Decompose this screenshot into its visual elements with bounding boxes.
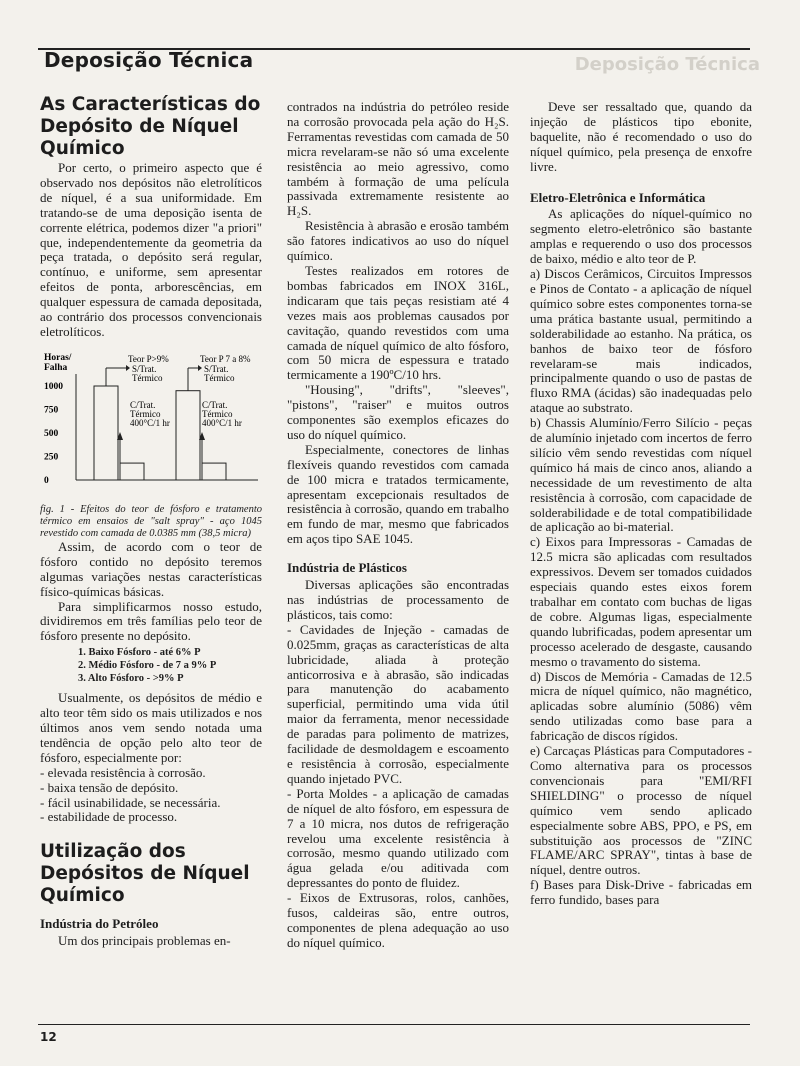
series-label: Teor P 7 a 8% <box>200 353 251 364</box>
bar <box>120 463 144 480</box>
subheading: Indústria de Plásticos <box>287 560 407 576</box>
paragraph: contrados na indústria do petróleo reside na corrosão provocada pela ação do H₂S. Ferramentas revestidas com camada de 50 micra revelaram-se não só uma excelente resistência ao meio agressivo, como também à formação de uma película passivada extremamente resistente ao H₂S. <box>287 99 509 219</box>
annotation: 400°C/1 hr <box>202 417 242 428</box>
bar <box>176 391 200 480</box>
paragraph: Deve ser ressaltado que, quando da injeção de plásticos tipo ebonite, baquelite, não é recomendado o uso do níquel químico, pela presença de enxofre livre. <box>530 99 752 174</box>
paragraph: Um dos principais problemas en- <box>58 933 231 949</box>
section-title: Deposição Técnica <box>44 48 254 72</box>
paragraph: d) Discos de Memória - Camadas de 12.5 micra de níquel químico, não magnético, aplicadas sobre alumínio (5086) vêm sendo utilizadas como base para a fabricação de discos rígidos. <box>530 668 752 744</box>
paragraph: - Porta Moldes - a aplicação de camadas de níquel de alto fósforo, em espessura de 7 a 10 micra, nos dutos de refrigeração revelou uma excelente resistência à corrosão, mesmo quando utilizado com água gelada e/ou aditivada com depressantes do ponto de fluidez. <box>287 785 509 891</box>
paragraph: Assim, de acordo com o teor de fósforo contido no depósito teremos algumas variações nestas características físico-químicas básicas. <box>40 538 262 599</box>
y-axis-label: Falha <box>44 362 68 373</box>
section-heading: Utilização dos Depósitos de Níquel Químico <box>40 841 250 907</box>
phosphorus-families-list <box>78 646 262 685</box>
annotation: Térmico <box>202 408 233 419</box>
series-label: Teor P>9% <box>128 353 169 364</box>
footer-rule <box>38 1024 750 1025</box>
paragraph: Usualmente, os depósitos de médio e alto teor têm sido os mais utilizados e nos últimos anos vem sendo notada uma tendência de opção pelo alto teor de fósforo, especialmente por: <box>40 690 262 765</box>
paragraph: Para simplificarmos nosso estudo, dividiremos em três famílias pelo teor de fósforo presente no depósito. <box>40 598 262 644</box>
bullet-item: - baixa tensão de depósito. <box>40 779 179 795</box>
paragraph: Diversas aplicações são encontradas nas indústrias de processamento de plásticos, tais como: <box>287 577 509 622</box>
arrow-head <box>198 365 202 371</box>
article-heading: As Características do Depósito de Níquel Químico <box>40 94 261 159</box>
paragraph: Testes realizados em rotores de bombas fabricados em INOX 316L, indicaram que tais peças resistiam até 4 vezes mais aos problemas causados por cavitação, quando revestidos com uma camada de níquel químico de alto fósforo, com 50 micra de espessura e tratado termicamente a 190ºC/10 hrs. <box>287 262 509 383</box>
list-item: 3. Alto Fósforo - >9% P <box>78 673 184 685</box>
annotation: C/Trat. <box>202 399 228 410</box>
paragraph: c) Eixos para Impressoras - Camadas de 12.5 micra são aplicadas com resultados expressivos. Devem ser tomados cuidados especiais quando estes eixos forem trabalhar em contato com buchas de ligas de cobre. Algumas ligas, especialmente quando lubrificadas, podem apresentar um processo acelerado de desgaste, causando mesmo o travamento do sistema. <box>530 534 752 669</box>
y-tick-label: 0 <box>44 475 49 486</box>
bar <box>202 463 226 480</box>
annotation: Térmico <box>130 408 161 419</box>
paragraph: As aplicações do níquel-químico no segmento eletro-eletrônico são bastante amplas e requerendo o uso dos processos de baixo, médio e alto teor de P. <box>530 206 752 267</box>
page-number: 12 <box>40 1030 57 1044</box>
y-tick-label: 1000 <box>44 381 63 392</box>
column-1 <box>40 94 262 949</box>
column-2 <box>287 100 509 951</box>
paragraph: f) Bases para Disk-Drive - fabricadas em ferro fundido, bases para <box>530 877 752 908</box>
subheading: Indústria do Petróleo <box>40 916 159 932</box>
subheading: Eletro-Eletrônica e Informática <box>530 189 706 205</box>
figure-caption: fig. 1 - Efeitos do teor de fósforo e tratamento térmico em ensaios de "salt spray" - aço 1045 revestido com camada de 0.0385 mm (38,5 micra) <box>40 503 262 539</box>
paragraph: - Eixos de Extrusoras, rolos, canhões, fusos, caldeiras são, entre outros, componentes de plena adequação ao uso do níquel químico. <box>287 890 509 950</box>
paragraph: e) Carcaças Plásticas para Computadores - Como alternativa para os processos convencionais para "EMI/RFI SHIELDING" o processo de níquel químico vem sendo aplicado especialmente sobre ABS, PPO, e PS, em substituição aos processos de "ZINC FLAME/ARC SPRAY", tintas à base de níquel, dentre outros. <box>530 743 752 878</box>
paragraph: - Cavidades de Injeção - camadas de 0.025mm, graças as características de alta lubricidade, aliada à proteção anticorrosiva e à abrasão, são indicadas para manutenção do acabamento superficial, permitindo uma vida útil maior da ferramenta, menor necessidade de paradas para polimento de matrizes, facilidade de desmoldagem e escoamento e resistência à corrosão, especialmente quando injetado PVC. <box>287 621 509 786</box>
y-axis-label: Horas/ <box>44 352 72 363</box>
annotation: Térmico <box>204 372 235 383</box>
arrow-head <box>126 365 130 371</box>
paragraph: b) Chassis Alumínio/Ferro Silício - peças de alumínio injetado com incertos de ferro silício vêm sendo revestidas com níquel químico há mais de cinco anos, aliando a necessidade de um revestimento de alta resistência à corrosão, com capacidade de solderabilidade e de total compatibilidade de aplicação ao bi-material. <box>530 415 752 535</box>
bleed-through-text: Deposição Técnica <box>574 54 760 75</box>
bullet-list <box>40 766 262 826</box>
salt-spray-chart <box>40 352 262 502</box>
paragraph: Por certo, o primeiro aspecto que é observado nos depósitos não eletrolíticos de níquel, é a sua uniformidade. Em tratando-se de uma deposição isenta de corrente elétrica, podemos dizer "a priori" que, independentemente da geometria da peça tratada, o depósito será regular, contínuo, e uniforme, sem apresentar efeitos de ponta, arborescências, em qualquer espessura de camada depositada, ao contrário dos processos convencionais eletrolíticos. <box>40 160 262 339</box>
paragraph: Resistência à abrasão e erosão também são fatores indicativos ao uso do níquel químico. <box>287 218 509 264</box>
figure-chart <box>40 352 262 502</box>
annotation: Térmico <box>132 372 163 383</box>
y-tick-label: 750 <box>44 405 59 416</box>
column-3 <box>530 100 752 908</box>
annotation: 400°C/1 hr <box>130 417 170 428</box>
list-item: 2. Médio Fósforo - de 7 a 9% P <box>78 660 217 672</box>
annotation: S/Trat. <box>204 363 229 374</box>
y-tick-label: 250 <box>44 452 59 463</box>
annotation: S/Trat. <box>132 363 157 374</box>
annotation: C/Trat. <box>130 399 156 410</box>
bullet-item: - elevada resistência à corrosão. <box>40 764 206 780</box>
bullet-item: - estabilidade de processo. <box>40 809 178 825</box>
list-item: 1. Baixo Fósforo - até 6% P <box>78 647 201 659</box>
bar <box>94 386 118 480</box>
bullet-item: - fácil usinabilidade, se necessária. <box>40 794 221 810</box>
paragraph: Especialmente, conectores de linhas flexíveis quando revestidos com camada de 100 micra e tratados termicamente, apresentam excepcionais resultados de resistência à corrosão, quando em trabalho em fundo de mar, mesmo que fabricados em aços tipo SAE 1045. <box>287 441 509 547</box>
paragraph: a) Discos Cerâmicos, Circuitos Impressos e Pinos de Contato - a aplicação de níquel químico sobre estes componentes torna-se uma prática bastante usual, permitindo a solderabilidade ao estanho. Na prática, os banhos de baixo teor de fósforo revelaram-se mais indicados, principalmente quando o uso de pastas de fluxo RMA (ácidas) são inadequadas pelo ataque ao substrato. <box>530 266 752 416</box>
y-tick-label: 500 <box>44 428 59 439</box>
paragraph: "Housing", "drifts", "sleeves", "pistons", "raiser" e muitos outros componentes são exemplos eficazes do uso do níquel químico. <box>287 382 509 442</box>
